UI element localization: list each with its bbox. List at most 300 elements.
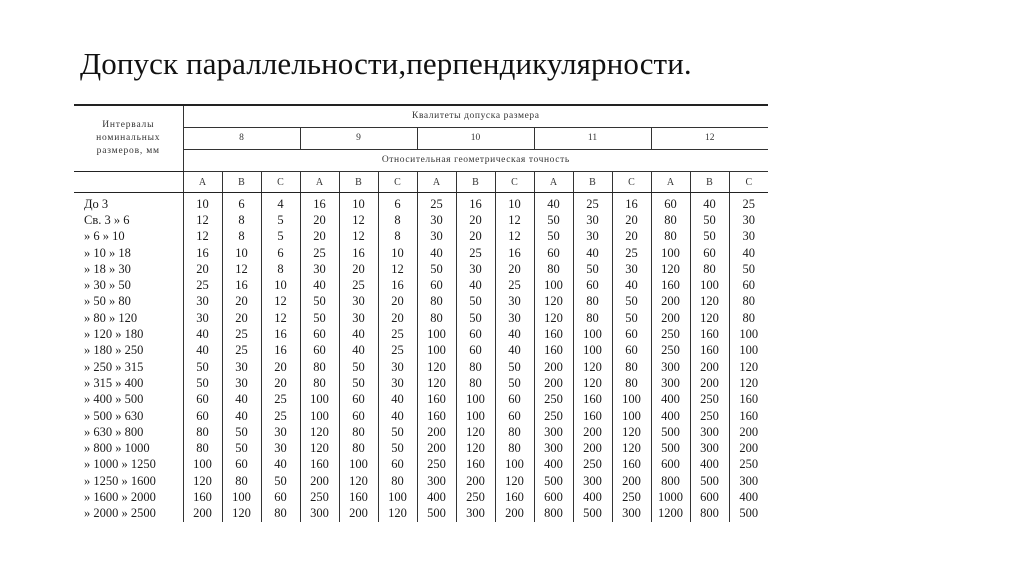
tolerance-value-cell: 60 bbox=[339, 392, 378, 408]
tolerance-value-cell: 60 bbox=[300, 326, 339, 342]
tolerance-value-cell: 16 bbox=[300, 193, 339, 213]
tolerance-value-cell: 50 bbox=[612, 310, 651, 326]
tolerance-value-cell: 800 bbox=[651, 473, 690, 489]
tolerance-value-cell: 400 bbox=[690, 457, 729, 473]
interval-cell: » 2000 » 2500 bbox=[84, 506, 156, 521]
tolerance-value-cell: 25 bbox=[495, 277, 534, 293]
tolerance-value-cell: 50 bbox=[495, 375, 534, 391]
tolerance-value-cell: 200 bbox=[495, 506, 534, 522]
tolerance-value-cell: 8 bbox=[261, 261, 300, 277]
tolerance-value-cell: 60 bbox=[183, 392, 222, 408]
tolerance-value-cell: 50 bbox=[183, 359, 222, 375]
tolerance-value-cell: 200 bbox=[573, 440, 612, 456]
tolerance-value-cell: 25 bbox=[261, 392, 300, 408]
tolerance-value-cell: 60 bbox=[534, 245, 573, 261]
tolerance-value-cell: 12 bbox=[183, 229, 222, 245]
tolerance-value-cell: 120 bbox=[300, 424, 339, 440]
table-row bbox=[74, 245, 768, 261]
tolerance-value-cell: 30 bbox=[183, 294, 222, 310]
tolerance-value-cell: 30 bbox=[300, 261, 339, 277]
tolerance-value-cell: 50 bbox=[222, 424, 261, 440]
tolerance-value-cell: 120 bbox=[729, 359, 768, 375]
tolerance-value-cell: 16 bbox=[456, 193, 495, 213]
precision-letter-c: C bbox=[378, 172, 417, 193]
tolerance-value-cell: 250 bbox=[534, 408, 573, 424]
tolerance-value-cell: 50 bbox=[612, 294, 651, 310]
tolerance-value-cell: 250 bbox=[456, 489, 495, 505]
tolerance-value-cell: 25 bbox=[222, 343, 261, 359]
interval-cell: До 3 bbox=[84, 196, 109, 211]
tolerance-table-container bbox=[74, 104, 768, 522]
tolerance-value-cell: 200 bbox=[534, 375, 573, 391]
tolerance-value-cell: 16 bbox=[378, 277, 417, 293]
precision-letter-b: B bbox=[690, 172, 729, 193]
tolerance-value-cell: 120 bbox=[690, 310, 729, 326]
interval-cell: » 180 » 250 bbox=[84, 343, 144, 358]
interval-cell: » 1600 » 2000 bbox=[84, 489, 156, 504]
tolerance-value-cell: 400 bbox=[651, 392, 690, 408]
tolerance-value-cell: 60 bbox=[456, 326, 495, 342]
tolerance-value-cell: 60 bbox=[417, 277, 456, 293]
precision-letter-c: C bbox=[261, 172, 300, 193]
tolerance-value-cell: 20 bbox=[261, 359, 300, 375]
table-row bbox=[74, 310, 768, 326]
tolerance-value-cell: 200 bbox=[534, 359, 573, 375]
tolerance-value-cell: 250 bbox=[573, 457, 612, 473]
tolerance-value-cell: 50 bbox=[183, 375, 222, 391]
tolerance-value-cell: 8 bbox=[222, 212, 261, 228]
interval-cell: » 50 » 80 bbox=[84, 294, 131, 309]
tolerance-value-cell: 30 bbox=[378, 375, 417, 391]
tolerance-value-cell: 160 bbox=[495, 489, 534, 505]
tolerance-value-cell: 8 bbox=[378, 212, 417, 228]
table-row bbox=[74, 343, 768, 359]
tolerance-value-cell: 16 bbox=[612, 193, 651, 213]
tolerance-value-cell: 120 bbox=[612, 440, 651, 456]
tolerance-value-cell: 40 bbox=[339, 326, 378, 342]
tolerance-value-cell: 300 bbox=[417, 473, 456, 489]
tolerance-value-cell: 160 bbox=[183, 489, 222, 505]
tolerance-value-cell: 100 bbox=[690, 277, 729, 293]
table-row bbox=[74, 294, 768, 310]
tolerance-value-cell: 30 bbox=[222, 359, 261, 375]
table-row bbox=[74, 229, 768, 245]
tolerance-value-cell: 80 bbox=[534, 261, 573, 277]
tolerance-value-cell: 100 bbox=[183, 457, 222, 473]
precision-letter-b: B bbox=[339, 172, 378, 193]
tolerance-value-cell: 120 bbox=[417, 375, 456, 391]
interval-cell: » 250 » 315 bbox=[84, 359, 144, 374]
tolerance-value-cell: 40 bbox=[573, 245, 612, 261]
tolerance-value-cell: 200 bbox=[690, 375, 729, 391]
tolerance-value-cell: 16 bbox=[183, 245, 222, 261]
tolerance-value-cell: 30 bbox=[417, 229, 456, 245]
tolerance-value-cell: 20 bbox=[378, 294, 417, 310]
tolerance-value-cell: 120 bbox=[651, 261, 690, 277]
tolerance-value-cell: 200 bbox=[573, 424, 612, 440]
tolerance-value-cell: 80 bbox=[300, 375, 339, 391]
precision-letter-a: A bbox=[300, 172, 339, 193]
tolerance-value-cell: 50 bbox=[534, 212, 573, 228]
tolerance-value-cell: 80 bbox=[573, 294, 612, 310]
precision-letter-a: A bbox=[183, 172, 222, 193]
tolerance-value-cell: 160 bbox=[729, 408, 768, 424]
tolerance-value-cell: 25 bbox=[378, 326, 417, 342]
tolerance-value-cell: 100 bbox=[612, 392, 651, 408]
tolerance-value-cell: 20 bbox=[612, 212, 651, 228]
table-row bbox=[74, 212, 768, 228]
table-row bbox=[74, 261, 768, 277]
tolerance-value-cell: 50 bbox=[339, 359, 378, 375]
tolerance-value-cell: 300 bbox=[729, 473, 768, 489]
interval-cell: » 500 » 630 bbox=[84, 408, 144, 423]
interval-cell: » 800 » 1000 bbox=[84, 441, 150, 456]
tolerance-value-cell: 60 bbox=[495, 408, 534, 424]
tolerance-value-cell: 25 bbox=[339, 277, 378, 293]
tolerance-value-cell: 80 bbox=[183, 440, 222, 456]
tolerance-value-cell: 500 bbox=[417, 506, 456, 522]
tolerance-value-cell: 500 bbox=[573, 506, 612, 522]
tolerance-value-cell: 50 bbox=[573, 261, 612, 277]
tolerance-value-cell: 80 bbox=[222, 473, 261, 489]
precision-letter-a: A bbox=[417, 172, 456, 193]
tolerance-value-cell: 120 bbox=[573, 375, 612, 391]
tolerance-value-cell: 80 bbox=[651, 212, 690, 228]
tolerance-value-cell: 120 bbox=[495, 473, 534, 489]
tolerance-value-cell: 300 bbox=[690, 440, 729, 456]
tolerance-value-cell: 200 bbox=[183, 506, 222, 522]
tolerance-value-cell: 60 bbox=[495, 392, 534, 408]
tolerance-value-cell: 120 bbox=[300, 440, 339, 456]
tolerance-value-cell: 40 bbox=[300, 277, 339, 293]
tolerance-value-cell: 80 bbox=[417, 310, 456, 326]
tolerance-value-cell: 25 bbox=[183, 277, 222, 293]
precision-letter-b: B bbox=[222, 172, 261, 193]
tolerance-value-cell: 80 bbox=[495, 440, 534, 456]
tolerance-value-cell: 12 bbox=[378, 261, 417, 277]
tolerance-value-cell: 120 bbox=[339, 473, 378, 489]
tolerance-value-cell: 1000 bbox=[651, 489, 690, 505]
precision-letter-b: B bbox=[456, 172, 495, 193]
tolerance-value-cell: 100 bbox=[417, 343, 456, 359]
interval-spacer-cell bbox=[74, 172, 183, 193]
tolerance-value-cell: 80 bbox=[183, 424, 222, 440]
interval-cell: » 1250 » 1600 bbox=[84, 473, 156, 488]
tolerance-value-cell: 30 bbox=[495, 310, 534, 326]
tolerance-value-cell: 60 bbox=[222, 457, 261, 473]
tolerance-value-cell: 20 bbox=[456, 229, 495, 245]
precision-letters-row bbox=[74, 172, 768, 193]
table-row bbox=[74, 277, 768, 293]
interval-cell: » 120 » 180 bbox=[84, 327, 144, 342]
precision-letter-a: A bbox=[534, 172, 573, 193]
tolerance-value-cell: 100 bbox=[300, 392, 339, 408]
tolerance-value-cell: 50 bbox=[417, 261, 456, 277]
tolerance-value-cell: 50 bbox=[729, 261, 768, 277]
tolerance-value-cell: 30 bbox=[222, 375, 261, 391]
tolerance-value-cell: 80 bbox=[417, 294, 456, 310]
tolerance-value-cell: 100 bbox=[534, 277, 573, 293]
tolerance-value-cell: 500 bbox=[651, 424, 690, 440]
tolerance-value-cell: 30 bbox=[378, 359, 417, 375]
tolerance-value-cell: 25 bbox=[417, 193, 456, 213]
tolerance-value-cell: 160 bbox=[690, 326, 729, 342]
tolerance-value-cell: 120 bbox=[573, 359, 612, 375]
tolerance-value-cell: 160 bbox=[339, 489, 378, 505]
tolerance-table bbox=[74, 104, 768, 522]
tolerance-value-cell: 600 bbox=[690, 489, 729, 505]
tolerance-value-cell: 60 bbox=[456, 343, 495, 359]
grades-header: Квалитеты допуска размера bbox=[183, 105, 768, 128]
tolerance-value-cell: 12 bbox=[222, 261, 261, 277]
tolerance-value-cell: 40 bbox=[495, 326, 534, 342]
tolerance-value-cell: 300 bbox=[456, 506, 495, 522]
precision-letter-c: C bbox=[612, 172, 651, 193]
tolerance-value-cell: 12 bbox=[339, 212, 378, 228]
tolerance-value-cell: 200 bbox=[729, 424, 768, 440]
tolerance-value-cell: 200 bbox=[612, 473, 651, 489]
tolerance-value-cell: 6 bbox=[378, 193, 417, 213]
tolerance-value-cell: 40 bbox=[612, 277, 651, 293]
tolerance-value-cell: 160 bbox=[417, 408, 456, 424]
tolerance-value-cell: 20 bbox=[612, 229, 651, 245]
tolerance-value-cell: 200 bbox=[300, 473, 339, 489]
tolerance-value-cell: 400 bbox=[417, 489, 456, 505]
tolerance-value-cell: 80 bbox=[456, 359, 495, 375]
precision-letter-b: B bbox=[573, 172, 612, 193]
interval-cell: » 1000 » 1250 bbox=[84, 457, 156, 472]
tolerance-value-cell: 6 bbox=[222, 193, 261, 213]
tolerance-value-cell: 60 bbox=[300, 343, 339, 359]
tolerance-value-cell: 120 bbox=[456, 424, 495, 440]
tolerance-value-cell: 120 bbox=[222, 506, 261, 522]
tolerance-value-cell: 6 bbox=[261, 245, 300, 261]
table-row bbox=[74, 440, 768, 456]
table-row bbox=[74, 375, 768, 391]
tolerance-value-cell: 40 bbox=[456, 277, 495, 293]
tolerance-value-cell: 250 bbox=[417, 457, 456, 473]
tolerance-value-cell: 160 bbox=[690, 343, 729, 359]
tolerance-value-cell: 300 bbox=[534, 440, 573, 456]
tolerance-value-cell: 400 bbox=[729, 489, 768, 505]
tolerance-value-cell: 160 bbox=[534, 326, 573, 342]
tolerance-value-cell: 100 bbox=[417, 326, 456, 342]
tolerance-value-cell: 30 bbox=[261, 440, 300, 456]
tolerance-value-cell: 30 bbox=[339, 310, 378, 326]
tolerance-value-cell: 50 bbox=[378, 440, 417, 456]
tolerance-value-cell: 25 bbox=[612, 245, 651, 261]
tolerance-value-cell: 60 bbox=[612, 343, 651, 359]
tolerance-value-cell: 50 bbox=[690, 212, 729, 228]
tolerance-value-cell: 160 bbox=[534, 343, 573, 359]
tolerance-value-cell: 160 bbox=[300, 457, 339, 473]
tolerance-value-cell: 20 bbox=[222, 294, 261, 310]
tolerance-value-cell: 5 bbox=[261, 229, 300, 245]
tolerance-value-cell: 300 bbox=[690, 424, 729, 440]
tolerance-value-cell: 20 bbox=[183, 261, 222, 277]
tolerance-value-cell: 300 bbox=[534, 424, 573, 440]
tolerance-value-cell: 10 bbox=[378, 245, 417, 261]
table-row bbox=[74, 424, 768, 440]
tolerance-value-cell: 300 bbox=[651, 375, 690, 391]
tolerance-value-cell: 30 bbox=[729, 229, 768, 245]
tolerance-value-cell: 30 bbox=[612, 261, 651, 277]
tolerance-value-cell: 40 bbox=[222, 392, 261, 408]
tolerance-value-cell: 250 bbox=[690, 408, 729, 424]
tolerance-value-cell: 100 bbox=[729, 326, 768, 342]
table-row bbox=[74, 359, 768, 375]
tolerance-value-cell: 160 bbox=[612, 457, 651, 473]
interval-cell: » 18 » 30 bbox=[84, 261, 131, 276]
tolerance-value-cell: 12 bbox=[261, 310, 300, 326]
tolerance-value-cell: 40 bbox=[261, 457, 300, 473]
tolerance-value-cell: 200 bbox=[729, 440, 768, 456]
tolerance-value-cell: 50 bbox=[456, 310, 495, 326]
tolerance-value-cell: 160 bbox=[573, 408, 612, 424]
tolerance-value-cell: 80 bbox=[729, 294, 768, 310]
tolerance-value-cell: 40 bbox=[378, 408, 417, 424]
tolerance-value-cell: 50 bbox=[261, 473, 300, 489]
tolerance-value-cell: 60 bbox=[612, 326, 651, 342]
tolerance-value-cell: 50 bbox=[378, 424, 417, 440]
tolerance-value-cell: 200 bbox=[651, 310, 690, 326]
tolerance-value-cell: 16 bbox=[339, 245, 378, 261]
grade-header-8: 8 bbox=[183, 128, 300, 150]
grade-header-10: 10 bbox=[417, 128, 534, 150]
tolerance-value-cell: 25 bbox=[222, 326, 261, 342]
table-row bbox=[74, 473, 768, 489]
tolerance-value-cell: 120 bbox=[456, 440, 495, 456]
tolerance-value-cell: 250 bbox=[300, 489, 339, 505]
tolerance-value-cell: 30 bbox=[339, 294, 378, 310]
tolerance-value-cell: 40 bbox=[378, 392, 417, 408]
tolerance-value-cell: 50 bbox=[456, 294, 495, 310]
interval-cell: » 400 » 500 bbox=[84, 392, 144, 407]
tolerance-value-cell: 60 bbox=[651, 193, 690, 213]
tolerance-value-cell: 200 bbox=[417, 440, 456, 456]
tolerance-value-cell: 20 bbox=[339, 261, 378, 277]
tolerance-value-cell: 25 bbox=[573, 193, 612, 213]
tolerance-value-cell: 250 bbox=[534, 392, 573, 408]
tolerance-value-cell: 300 bbox=[651, 359, 690, 375]
tolerance-value-cell: 100 bbox=[573, 326, 612, 342]
precision-letter-a: A bbox=[651, 172, 690, 193]
tolerance-value-cell: 1200 bbox=[651, 506, 690, 522]
tolerance-value-cell: 120 bbox=[612, 424, 651, 440]
tolerance-value-cell: 20 bbox=[495, 261, 534, 277]
tolerance-value-cell: 50 bbox=[495, 359, 534, 375]
tolerance-value-cell: 100 bbox=[573, 343, 612, 359]
tolerance-value-cell: 60 bbox=[261, 489, 300, 505]
table-row bbox=[74, 193, 768, 213]
tolerance-value-cell: 800 bbox=[534, 506, 573, 522]
tolerance-value-cell: 80 bbox=[612, 375, 651, 391]
grade-header-9: 9 bbox=[300, 128, 417, 150]
tolerance-value-cell: 20 bbox=[378, 310, 417, 326]
tolerance-value-cell: 160 bbox=[651, 277, 690, 293]
tolerance-value-cell: 200 bbox=[339, 506, 378, 522]
tolerance-value-cell: 80 bbox=[612, 359, 651, 375]
table-row bbox=[74, 326, 768, 342]
tolerance-value-cell: 50 bbox=[222, 440, 261, 456]
precision-letter-c: C bbox=[729, 172, 768, 193]
table-row bbox=[74, 489, 768, 505]
tolerance-value-cell: 160 bbox=[456, 457, 495, 473]
tolerance-value-cell: 250 bbox=[729, 457, 768, 473]
tolerance-value-cell: 300 bbox=[300, 506, 339, 522]
tolerance-value-cell: 600 bbox=[534, 489, 573, 505]
tolerance-value-cell: 20 bbox=[222, 310, 261, 326]
tolerance-value-cell: 20 bbox=[300, 229, 339, 245]
tolerance-value-cell: 10 bbox=[183, 193, 222, 213]
tolerance-value-cell: 60 bbox=[690, 245, 729, 261]
tolerance-value-cell: 80 bbox=[651, 229, 690, 245]
tolerance-value-cell: 100 bbox=[300, 408, 339, 424]
tolerance-value-cell: 100 bbox=[378, 489, 417, 505]
table-row bbox=[74, 506, 768, 522]
tolerance-value-cell: 16 bbox=[495, 245, 534, 261]
interval-cell: » 6 » 10 bbox=[84, 229, 125, 244]
tolerance-value-cell: 250 bbox=[651, 343, 690, 359]
tolerance-value-cell: 80 bbox=[300, 359, 339, 375]
tolerance-value-cell: 400 bbox=[651, 408, 690, 424]
tolerance-value-cell: 10 bbox=[261, 277, 300, 293]
tolerance-value-cell: 100 bbox=[651, 245, 690, 261]
tolerance-value-cell: 12 bbox=[495, 212, 534, 228]
tolerance-value-cell: 100 bbox=[456, 392, 495, 408]
tolerance-value-cell: 600 bbox=[651, 457, 690, 473]
tolerance-value-cell: 120 bbox=[417, 359, 456, 375]
interval-cell: » 30 » 50 bbox=[84, 278, 131, 293]
tolerance-value-cell: 500 bbox=[690, 473, 729, 489]
tolerance-value-cell: 500 bbox=[729, 506, 768, 522]
tolerance-value-cell: 12 bbox=[261, 294, 300, 310]
tolerance-value-cell: 25 bbox=[456, 245, 495, 261]
tolerance-value-cell: 12 bbox=[495, 229, 534, 245]
tolerance-value-cell: 80 bbox=[261, 506, 300, 522]
tolerance-value-cell: 120 bbox=[690, 294, 729, 310]
table-row bbox=[74, 408, 768, 424]
tolerance-value-cell: 100 bbox=[729, 343, 768, 359]
tolerance-value-cell: 250 bbox=[651, 326, 690, 342]
table-row bbox=[74, 457, 768, 473]
tolerance-value-cell: 50 bbox=[300, 294, 339, 310]
tolerance-value-cell: 200 bbox=[417, 424, 456, 440]
page-title: Допуск параллельности,перпендикулярности. bbox=[80, 46, 692, 81]
tolerance-value-cell: 30 bbox=[573, 212, 612, 228]
tolerance-value-cell: 40 bbox=[222, 408, 261, 424]
tolerance-value-cell: 30 bbox=[261, 424, 300, 440]
tolerance-value-cell: 60 bbox=[183, 408, 222, 424]
tolerance-value-cell: 4 bbox=[261, 193, 300, 213]
tolerance-value-cell: 250 bbox=[612, 489, 651, 505]
tolerance-value-cell: 5 bbox=[261, 212, 300, 228]
tolerance-value-cell: 12 bbox=[339, 229, 378, 245]
tolerance-value-cell: 300 bbox=[612, 506, 651, 522]
tolerance-value-cell: 50 bbox=[339, 375, 378, 391]
precision-letter-c: C bbox=[495, 172, 534, 193]
tolerance-value-cell: 30 bbox=[729, 212, 768, 228]
tolerance-value-cell: 80 bbox=[495, 424, 534, 440]
tolerance-value-cell: 120 bbox=[378, 506, 417, 522]
tolerance-value-cell: 20 bbox=[300, 212, 339, 228]
tolerance-value-cell: 60 bbox=[378, 457, 417, 473]
tolerance-value-cell: 40 bbox=[417, 245, 456, 261]
tolerance-value-cell: 500 bbox=[651, 440, 690, 456]
tolerance-value-cell: 12 bbox=[183, 212, 222, 228]
tolerance-value-cell: 30 bbox=[183, 310, 222, 326]
interval-cell: » 315 » 400 bbox=[84, 375, 144, 390]
